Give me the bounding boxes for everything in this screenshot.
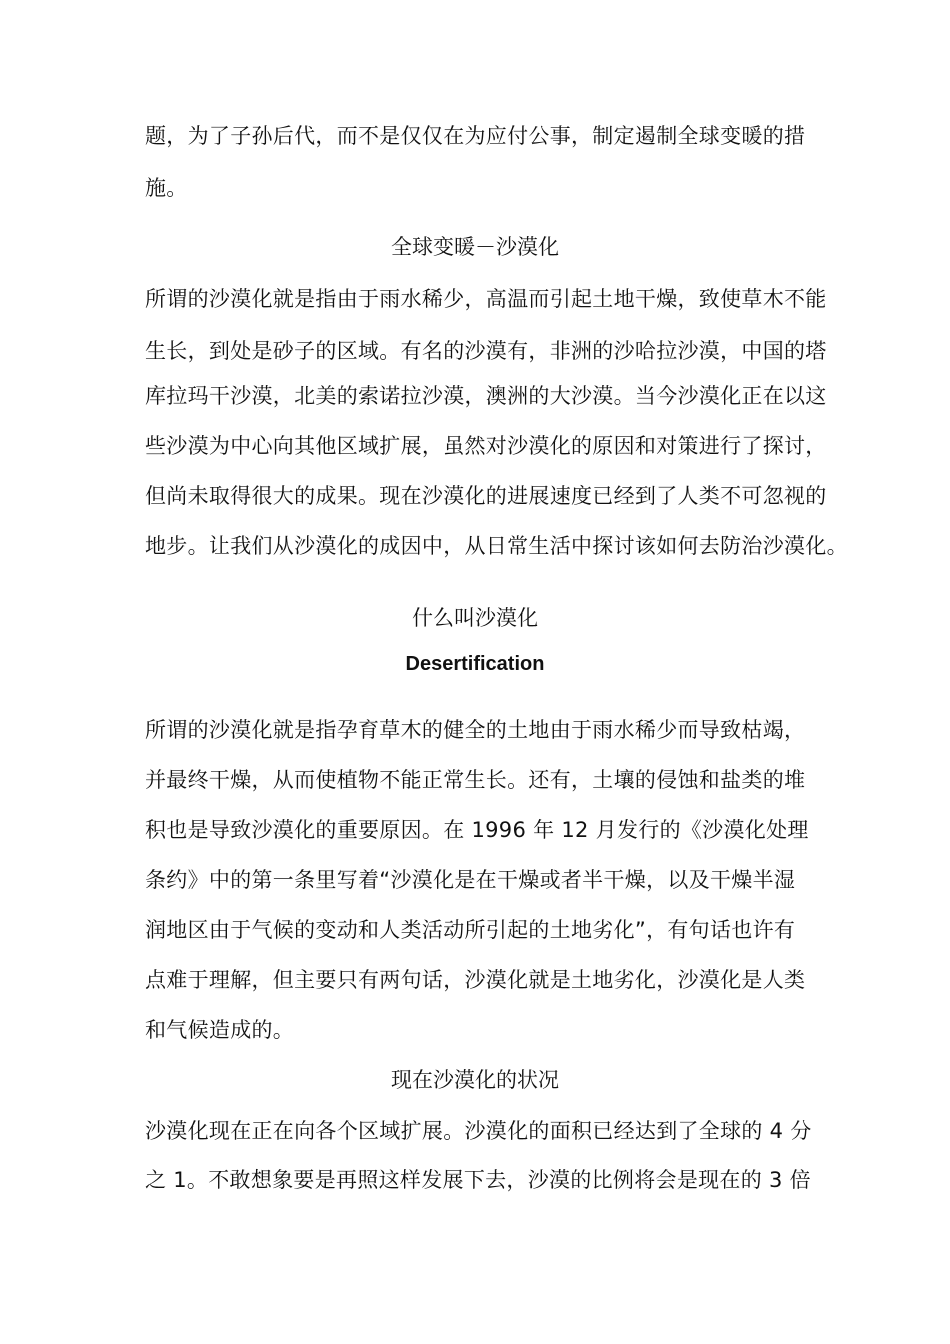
paragraph-line: 库拉玛干沙漠，北美的索诺拉沙漠，澳洲的大沙漠。当今沙漠化正在以这 [145, 384, 827, 408]
paragraph-line: 积也是导致沙漠化的重要原因。在 1996 年 12 月发行的《沙漠化处理 [145, 818, 809, 842]
section-heading: 什么叫沙漠化 [412, 606, 538, 630]
paragraph-line: 生长，到处是砂子的区域。有名的沙漠有，非洲的沙哈拉沙漠，中国的塔 [145, 339, 827, 363]
paragraph-line: 所谓的沙漠化就是指孕育草木的健全的土地由于雨水稀少而导致枯竭， [145, 718, 806, 742]
section-heading: 现在沙漠化的状况 [391, 1068, 559, 1092]
section-subheading: Desertification [405, 653, 545, 675]
paragraph-line: 沙漠化现在正在向各个区域扩展。沙漠化的面积已经达到了全球的 4 分 [145, 1119, 812, 1143]
paragraph-line: 地步。让我们从沙漠化的成因中，从日常生活中探讨该如何去防治沙漠化。 [145, 534, 848, 558]
paragraph-line: 但尚未取得很大的成果。现在沙漠化的进展速度已经到了人类不可忽视的 [145, 484, 827, 508]
paragraph-line: 施。 [145, 176, 188, 200]
section-heading: 全球变暖－沙漠化 [391, 235, 559, 259]
paragraph-line: 点难于理解，但主要只有两句话，沙漠化就是土地劣化，沙漠化是人类 [145, 968, 806, 992]
paragraph-line: 些沙漠为中心向其他区域扩展，虽然对沙漠化的原因和对策进行了探讨， [145, 434, 827, 458]
paragraph-line: 题，为了子孙后代，而不是仅仅在为应付公事，制定遏制全球变暖的措 [145, 124, 806, 148]
paragraph-line: 条约》中的第一条里写着“沙漠化是在干燥或者半干燥，以及干燥半湿 [145, 868, 796, 892]
paragraph-line: 之 1。不敢想象要是再照这样发展下去，沙漠的比例将会是现在的 3 倍 [145, 1168, 811, 1192]
paragraph-line: 并最终干燥，从而使植物不能正常生长。还有，土壤的侵蚀和盐类的堆 [145, 768, 806, 792]
paragraph-line: 润地区由于气候的变动和人类活动所引起的土地劣化”，有句话也许有 [145, 918, 796, 942]
paragraph-line: 和气候造成的。 [145, 1018, 295, 1042]
paragraph-line: 所谓的沙漠化就是指由于雨水稀少，高温而引起土地干燥，致使草木不能 [145, 287, 827, 311]
